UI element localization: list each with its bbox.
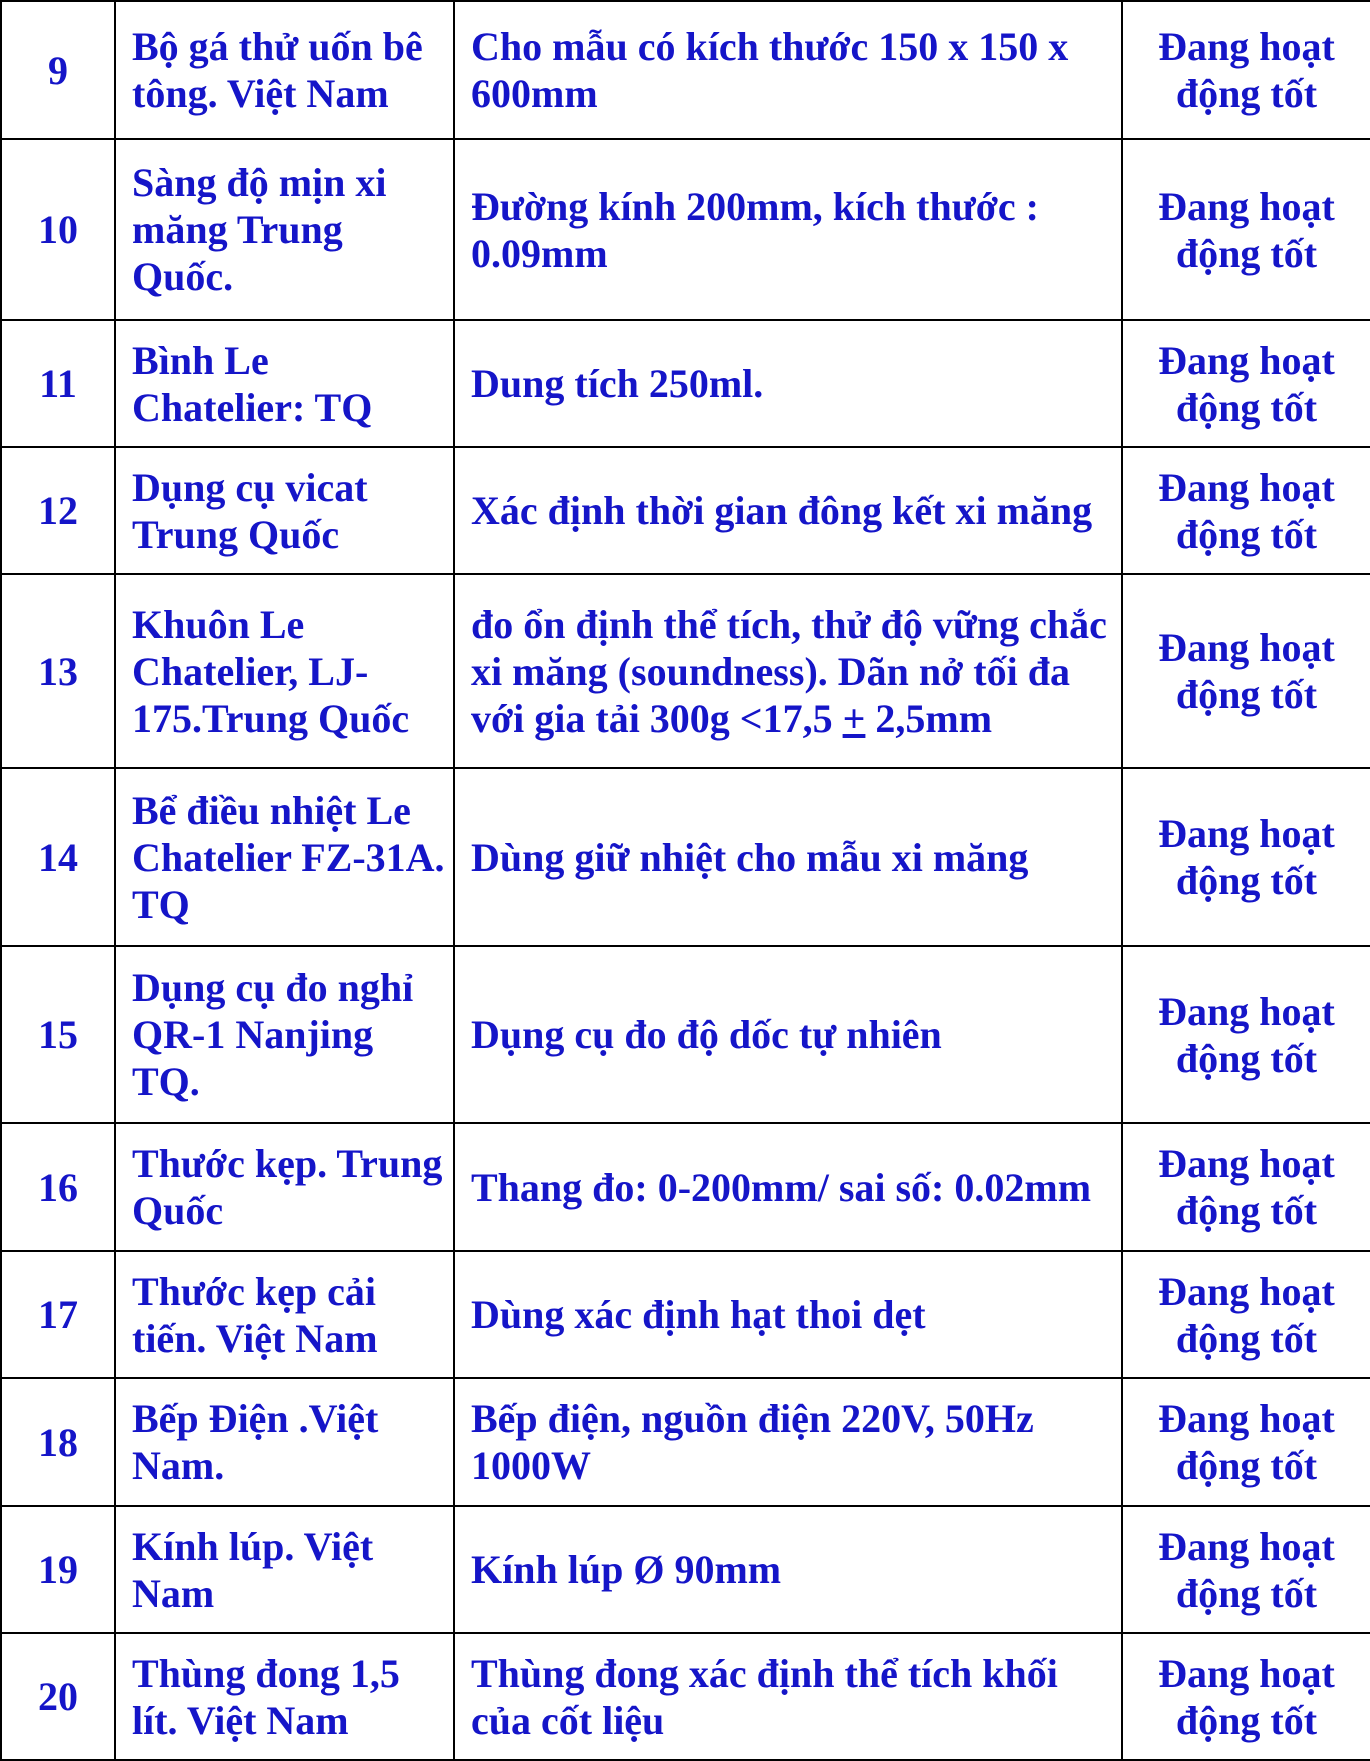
equipment-name: Bình Le Chatelier: TQ: [115, 320, 454, 447]
description-text: đo ổn định thể tích, thử độ vững chắc xi măng (soundness). Dãn nở tối đa với gia tải 300g <17,5: [471, 601, 1107, 741]
table-row: [1, 1, 1370, 139]
equipment-description: Bếp điện, nguồn điện 220V, 50Hz 1000W: [454, 1378, 1122, 1506]
table-row: [1, 1506, 1370, 1633]
row-number: 11: [1, 320, 115, 447]
equipment-name: Khuôn Le Chatelier, LJ-175.Trung Quốc: [115, 574, 454, 768]
row-number: 19: [1, 1506, 115, 1633]
table-row: [1, 447, 1370, 574]
plus-minus-symbol: +: [842, 695, 866, 741]
equipment-name: Dụng cụ vicat Trung Quốc: [115, 447, 454, 574]
table-row: [1, 1633, 1370, 1760]
table-row: [1, 574, 1370, 768]
equipment-description: Kính lúp Ø 90mm: [454, 1506, 1122, 1633]
row-number: 10: [1, 139, 115, 320]
row-number: 12: [1, 447, 115, 574]
equipment-name: Thước kẹp cải tiến. Việt Nam: [115, 1251, 454, 1378]
equipment-description: Thùng đong xác định thể tích khối của cốt liệu: [454, 1633, 1122, 1760]
table-row: [1, 946, 1370, 1123]
description-tail: 2,5mm: [865, 695, 993, 741]
equipment-status: Đang hoạt động tốt: [1122, 574, 1370, 768]
table-row: [1, 1251, 1370, 1378]
equipment-description: Đường kính 200mm, kích thước : 0.09mm: [454, 139, 1122, 320]
equipment-status: Đang hoạt động tốt: [1122, 447, 1370, 574]
equipment-status: Đang hoạt động tốt: [1122, 1378, 1370, 1506]
equipment-name: Kính lúp. Việt Nam: [115, 1506, 454, 1633]
equipment-name: Thùng đong 1,5 lít. Việt Nam: [115, 1633, 454, 1760]
row-number: 13: [1, 574, 115, 768]
equipment-name: Dụng cụ đo nghỉ QR-1 Nanjing TQ.: [115, 946, 454, 1123]
equipment-description: [454, 574, 1122, 768]
equipment-description: Dùng giữ nhiệt cho mẫu xi măng: [454, 768, 1122, 946]
equipment-description: Cho mẫu có kích thước 150 x 150 x 600mm: [454, 1, 1122, 139]
equipment-name: Thước kẹp. Trung Quốc: [115, 1123, 454, 1251]
equipment-status: Đang hoạt động tốt: [1122, 946, 1370, 1123]
equipment-status: Đang hoạt động tốt: [1122, 139, 1370, 320]
equipment-description: Dùng xác định hạt thoi dẹt: [454, 1251, 1122, 1378]
table-row: [1, 1378, 1370, 1506]
equipment-name: Bộ gá thử uốn bê tông. Việt Nam: [115, 1, 454, 139]
equipment-status: Đang hoạt động tốt: [1122, 768, 1370, 946]
row-number: 9: [1, 1, 115, 139]
equipment-status: Đang hoạt động tốt: [1122, 320, 1370, 447]
equipment-description: Dụng cụ đo độ dốc tự nhiên: [454, 946, 1122, 1123]
equipment-status: Đang hoạt động tốt: [1122, 1633, 1370, 1760]
equipment-name: Bể điều nhiệt Le Chatelier FZ-31A. TQ: [115, 768, 454, 946]
equipment-description: Xác định thời gian đông kết xi măng: [454, 447, 1122, 574]
equipment-status: Đang hoạt động tốt: [1122, 1123, 1370, 1251]
equipment-name: Sàng độ mịn xi măng Trung Quốc.: [115, 139, 454, 320]
row-number: 16: [1, 1123, 115, 1251]
equipment-status: Đang hoạt động tốt: [1122, 1506, 1370, 1633]
equipment-status: Đang hoạt động tốt: [1122, 1251, 1370, 1378]
equipment-description: Thang đo: 0-200mm/ sai số: 0.02mm: [454, 1123, 1122, 1251]
equipment-status: Đang hoạt động tốt: [1122, 1, 1370, 139]
row-number: 17: [1, 1251, 115, 1378]
table-row: [1, 1123, 1370, 1251]
row-number: 15: [1, 946, 115, 1123]
row-number: 18: [1, 1378, 115, 1506]
table-row: [1, 768, 1370, 946]
table-row: [1, 139, 1370, 320]
row-number: 14: [1, 768, 115, 946]
equipment-description: Dung tích 250ml.: [454, 320, 1122, 447]
table-row: [1, 320, 1370, 447]
equipment-name: Bếp Điện .Việt Nam.: [115, 1378, 454, 1506]
row-number: 20: [1, 1633, 115, 1760]
